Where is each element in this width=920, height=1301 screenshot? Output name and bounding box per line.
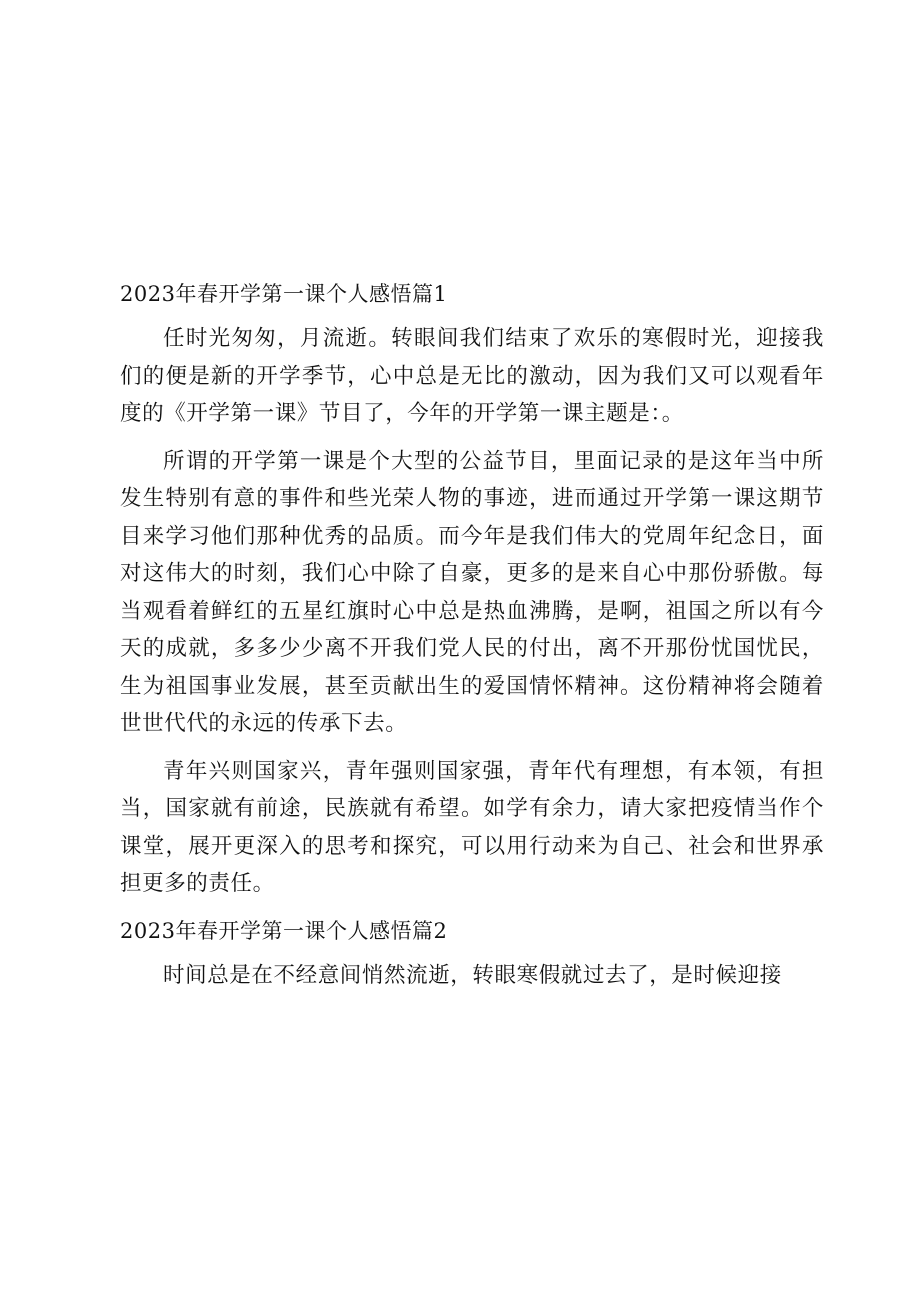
document-page <box>120 276 824 1004</box>
paragraph: 所谓的开学第一课是个大型的公益节目，里面记录的是这年当中所发生特别有意的事件和些光荣人物的事迹，进而通过开学第一课这期节目来学习他们那种优秀的品质。而今年是我们伟大的党周年纪念日，面对这伟大的时刻，我们心中除了自豪，更多的是来自心中那份骄傲。每当观看着鲜红的五星红旗时心中总是热血沸腾，是啊，祖国之所以有今天的成就，多多少少离不开我们党人民的付出，离不开那份忧国忧民，生为祖国事业发展，甚至贡献出生的爱国情怀精神。这份精神将会随着世世代代的永远的传承下去。 <box>120 448 824 736</box>
section-2 <box>120 913 824 995</box>
paragraph: 任时光匆匆，月流逝。转眼间我们结束了欢乐的寒假时光，迎接我们的便是新的开学季节，心中总是无比的激动，因为我们又可以观看年度的《开学第一课》节目了，今年的开学第一课主题是：。 <box>120 326 824 426</box>
section-heading: 2023年春开学第一课个人感悟篇2 <box>120 918 448 943</box>
paragraph: 时间总是在不经意间悄然流逝，转眼寒假就过去了，是时候迎接 <box>163 962 782 988</box>
paragraph: 青年兴则国家兴，青年强则国家强，青年代有理想，有本领，有担当，国家就有前途，民族就有希望。如学有余力，请大家把疫情当作个课堂，展开更深入的思考和探究，可以用行动来为自己、社会和世界承担更多的责任。 <box>120 758 824 896</box>
section-1 <box>120 276 824 903</box>
section-heading: 2023年春开学第一课个人感悟篇1 <box>120 282 448 306</box>
